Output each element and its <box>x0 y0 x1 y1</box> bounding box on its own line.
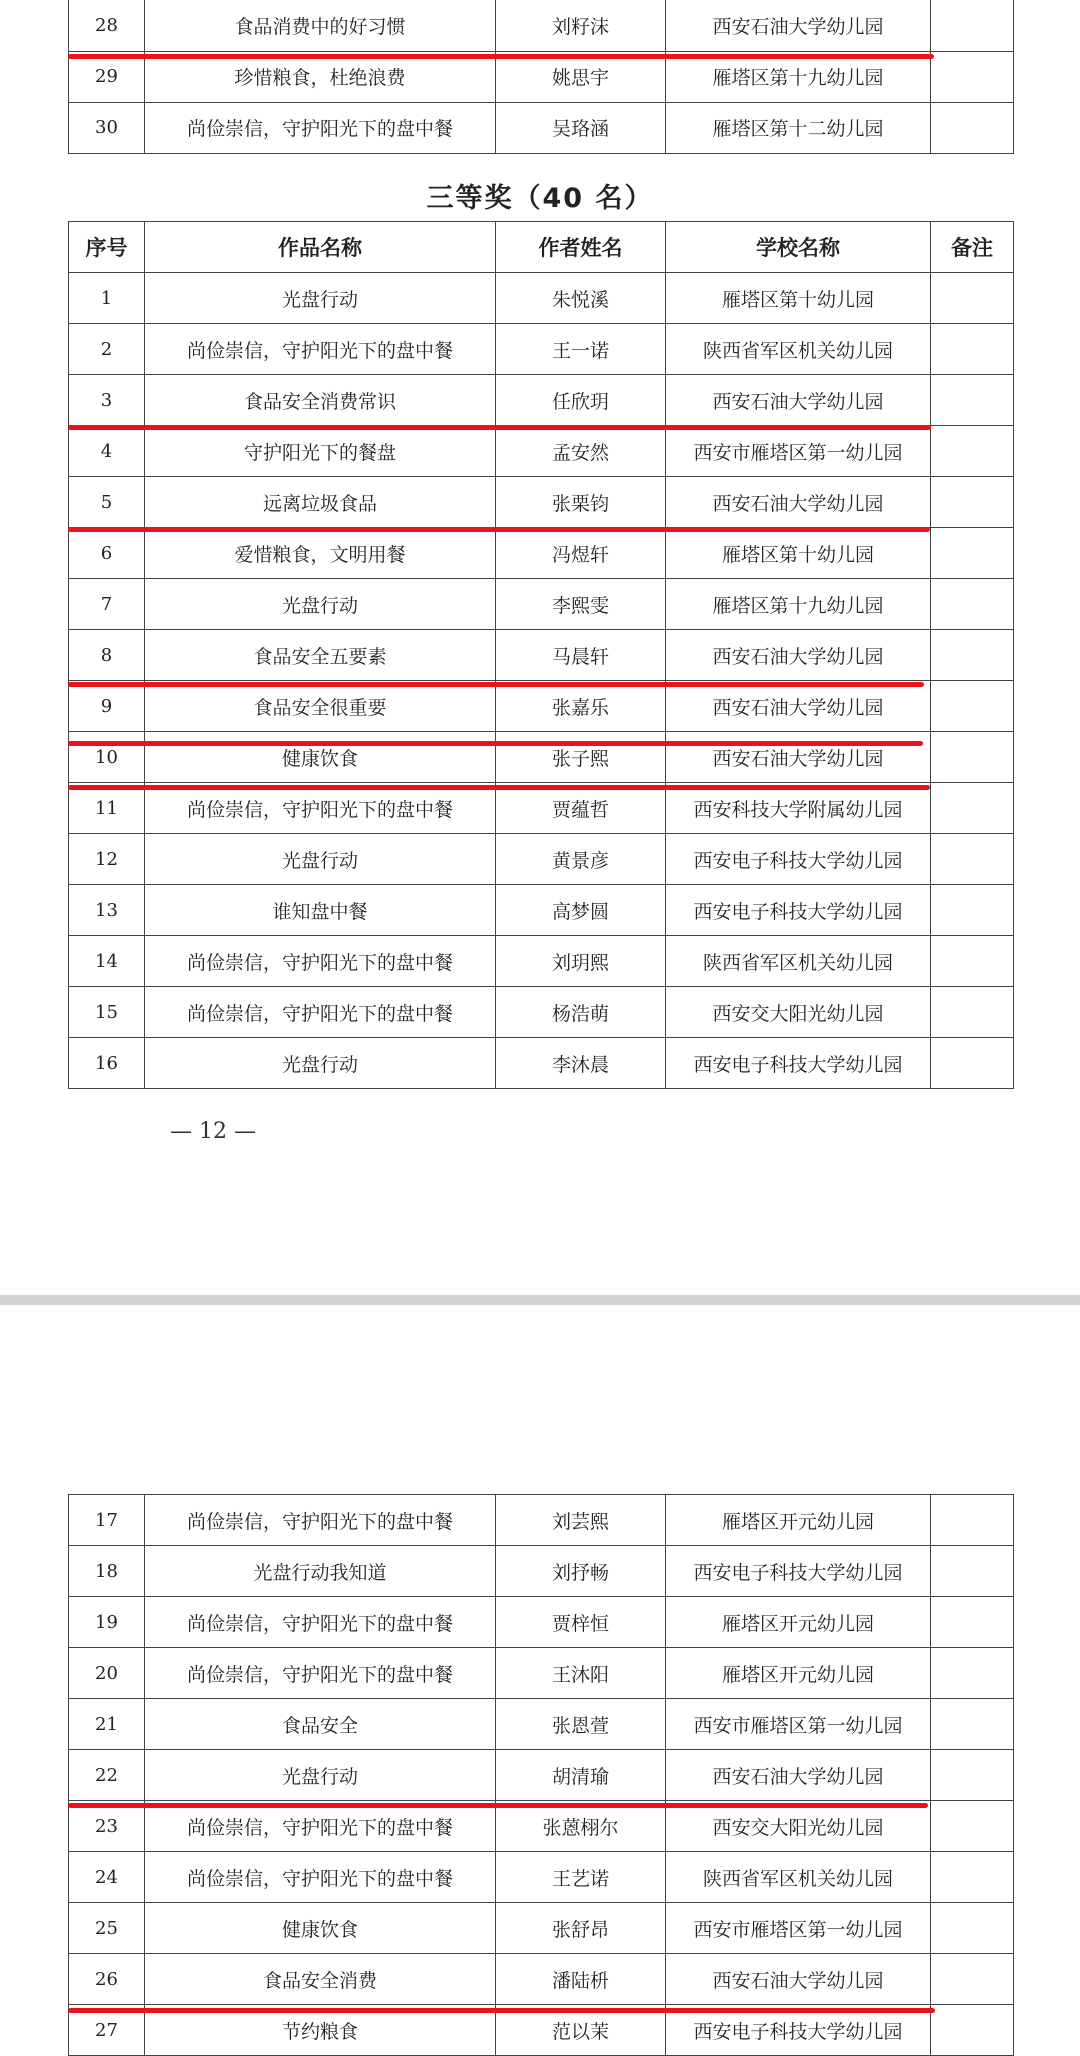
table-row <box>69 1495 1014 1546</box>
cell-school: 西安电子科技大学幼儿园 <box>666 1546 931 1597</box>
header-school: 学校名称 <box>666 222 931 273</box>
table-row <box>69 324 1014 375</box>
cell-title: 尚俭崇信，守护阳光下的盘中餐 <box>145 1597 496 1648</box>
cell-no: 26 <box>69 1954 145 2005</box>
award-table-continued <box>68 0 1014 154</box>
cell-no: 2 <box>69 324 145 375</box>
cell-no: 30 <box>69 102 145 153</box>
cell-remark <box>931 1750 1014 1801</box>
cell-remark <box>931 1038 1014 1089</box>
cell-school: 西安石油大学幼儿园 <box>666 681 931 732</box>
cell-author: 王艺诺 <box>496 1852 666 1903</box>
cell-remark <box>931 834 1014 885</box>
cell-title: 食品消费中的好习惯 <box>145 0 496 51</box>
cell-school: 西安石油大学幼儿园 <box>666 1954 931 2005</box>
cell-no: 15 <box>69 987 145 1038</box>
cell-school: 西安电子科技大学幼儿园 <box>666 1038 931 1089</box>
cell-title: 光盘行动我知道 <box>145 1546 496 1597</box>
cell-school: 雁塔区开元幼儿园 <box>666 1495 931 1546</box>
table-row <box>69 0 1014 51</box>
cell-remark <box>931 1648 1014 1699</box>
cell-no: 12 <box>69 834 145 885</box>
cell-author: 马晨轩 <box>496 630 666 681</box>
cell-title: 尚俭崇信，守护阳光下的盘中餐 <box>145 102 496 153</box>
cell-remark <box>931 1597 1014 1648</box>
table-row <box>69 783 1014 834</box>
highlight-underline <box>68 54 934 59</box>
header-remark: 备注 <box>931 222 1014 273</box>
cell-title: 爱惜粮食，文明用餐 <box>145 528 496 579</box>
cell-school: 陕西省军区机关幼儿园 <box>666 1852 931 1903</box>
table-row <box>69 1597 1014 1648</box>
cell-school: 陕西省军区机关幼儿园 <box>666 324 931 375</box>
cell-author: 张恩萱 <box>496 1699 666 1750</box>
cell-remark <box>931 630 1014 681</box>
cell-school: 西安石油大学幼儿园 <box>666 732 931 783</box>
table-row <box>69 630 1014 681</box>
cell-no: 13 <box>69 885 145 936</box>
table-row <box>69 1801 1014 1852</box>
cell-no: 22 <box>69 1750 145 1801</box>
cell-author: 孟安然 <box>496 426 666 477</box>
cell-author: 张栗钧 <box>496 477 666 528</box>
cell-title: 光盘行动 <box>145 1038 496 1089</box>
cell-author: 黄景彦 <box>496 834 666 885</box>
cell-school: 西安石油大学幼儿园 <box>666 477 931 528</box>
cell-title: 尚俭崇信，守护阳光下的盘中餐 <box>145 783 496 834</box>
cell-remark <box>931 987 1014 1038</box>
cell-no: 18 <box>69 1546 145 1597</box>
cell-title: 珍惜粮食，杜绝浪费 <box>145 51 496 102</box>
cell-school: 西安石油大学幼儿园 <box>666 375 931 426</box>
cell-school: 西安石油大学幼儿园 <box>666 0 931 51</box>
cell-remark <box>931 273 1014 324</box>
table-row <box>69 426 1014 477</box>
cell-school: 雁塔区第十九幼儿园 <box>666 579 931 630</box>
cell-no: 24 <box>69 1852 145 1903</box>
cell-remark <box>931 1852 1014 1903</box>
table-row <box>69 528 1014 579</box>
third-prize-table-continued <box>68 1494 1014 2056</box>
cell-no: 16 <box>69 1038 145 1089</box>
cell-school: 陕西省军区机关幼儿园 <box>666 936 931 987</box>
cell-author: 范以茉 <box>496 2005 666 2056</box>
cell-school: 西安市雁塔区第一幼儿园 <box>666 1903 931 1954</box>
table-row <box>69 732 1014 783</box>
cell-remark <box>931 885 1014 936</box>
cell-title: 光盘行动 <box>145 834 496 885</box>
third-prize-heading: 三等奖（40 名） <box>426 183 654 214</box>
cell-remark <box>931 528 1014 579</box>
cell-author: 张舒昂 <box>496 1903 666 1954</box>
cell-title: 食品安全五要素 <box>145 630 496 681</box>
cell-remark <box>931 102 1014 153</box>
third-prize-table <box>68 221 1014 1089</box>
highlight-underline <box>68 2008 935 2013</box>
cell-no: 3 <box>69 375 145 426</box>
cell-title: 尚俭崇信，守护阳光下的盘中餐 <box>145 1648 496 1699</box>
cell-title: 远离垃圾食品 <box>145 477 496 528</box>
cell-author: 刘抒畅 <box>496 1546 666 1597</box>
cell-no: 17 <box>69 1495 145 1546</box>
table-row <box>69 987 1014 1038</box>
cell-remark <box>931 51 1014 102</box>
cell-school: 西安市雁塔区第一幼儿园 <box>666 1699 931 1750</box>
cell-remark <box>931 1699 1014 1750</box>
cell-no: 27 <box>69 2005 145 2056</box>
cell-remark <box>931 1546 1014 1597</box>
highlight-underline <box>68 1803 928 1808</box>
table-row <box>69 375 1014 426</box>
cell-author: 刘玥熙 <box>496 936 666 987</box>
cell-school: 雁塔区第十二幼儿园 <box>666 102 931 153</box>
cell-no: 11 <box>69 783 145 834</box>
cell-school: 雁塔区开元幼儿园 <box>666 1597 931 1648</box>
cell-remark <box>931 1954 1014 2005</box>
cell-no: 5 <box>69 477 145 528</box>
table-row <box>69 1954 1014 2005</box>
cell-school: 雁塔区第十幼儿园 <box>666 273 931 324</box>
cell-title: 食品安全很重要 <box>145 681 496 732</box>
cell-author: 高梦圆 <box>496 885 666 936</box>
cell-school: 雁塔区第十幼儿园 <box>666 528 931 579</box>
cell-school: 西安石油大学幼儿园 <box>666 1750 931 1801</box>
cell-author: 李熙雯 <box>496 579 666 630</box>
cell-title: 节约粮食 <box>145 2005 496 2056</box>
cell-school: 西安石油大学幼儿园 <box>666 630 931 681</box>
cell-school: 西安电子科技大学幼儿园 <box>666 885 931 936</box>
cell-title: 尚俭崇信，守护阳光下的盘中餐 <box>145 324 496 375</box>
cell-author: 吴珞涵 <box>496 102 666 153</box>
cell-remark <box>931 681 1014 732</box>
table-row <box>69 1750 1014 1801</box>
cell-no: 20 <box>69 1648 145 1699</box>
cell-remark <box>931 579 1014 630</box>
table-row <box>69 1038 1014 1089</box>
cell-no: 1 <box>69 273 145 324</box>
cell-remark <box>931 477 1014 528</box>
cell-remark <box>931 0 1014 51</box>
table-row <box>69 579 1014 630</box>
cell-title: 健康饮食 <box>145 732 496 783</box>
highlight-underline <box>68 527 930 532</box>
header-title: 作品名称 <box>145 222 496 273</box>
cell-title: 食品安全消费常识 <box>145 375 496 426</box>
table-row <box>69 1852 1014 1903</box>
page-number: — 12 — <box>170 1119 256 1144</box>
table-row <box>69 681 1014 732</box>
cell-title: 光盘行动 <box>145 1750 496 1801</box>
cell-school: 西安科技大学附属幼儿园 <box>666 783 931 834</box>
highlight-underline <box>68 425 931 430</box>
table-row <box>69 273 1014 324</box>
highlight-underline <box>68 682 924 687</box>
cell-author: 张嘉乐 <box>496 681 666 732</box>
cell-title: 光盘行动 <box>145 579 496 630</box>
cell-author: 任欣玥 <box>496 375 666 426</box>
highlight-underline <box>68 741 923 746</box>
cell-school: 雁塔区开元幼儿园 <box>666 1648 931 1699</box>
cell-no: 14 <box>69 936 145 987</box>
cell-title: 健康饮食 <box>145 1903 496 1954</box>
cell-title: 尚俭崇信，守护阳光下的盘中餐 <box>145 1801 496 1852</box>
cell-author: 张子熙 <box>496 732 666 783</box>
cell-no: 6 <box>69 528 145 579</box>
cell-title: 尚俭崇信，守护阳光下的盘中餐 <box>145 987 496 1038</box>
cell-remark <box>931 732 1014 783</box>
cell-no: 28 <box>69 0 145 51</box>
cell-author: 冯煜轩 <box>496 528 666 579</box>
cell-title: 守护阳光下的餐盘 <box>145 426 496 477</box>
cell-no: 10 <box>69 732 145 783</box>
cell-title: 尚俭崇信，守护阳光下的盘中餐 <box>145 1852 496 1903</box>
cell-school: 西安电子科技大学幼儿园 <box>666 834 931 885</box>
cell-author: 王一诺 <box>496 324 666 375</box>
cell-author: 贾蕴哲 <box>496 783 666 834</box>
cell-author: 姚思宇 <box>496 51 666 102</box>
cell-no: 4 <box>69 426 145 477</box>
cell-no: 7 <box>69 579 145 630</box>
cell-school: 西安交大阳光幼儿园 <box>666 987 931 1038</box>
cell-title: 尚俭崇信，守护阳光下的盘中餐 <box>145 1495 496 1546</box>
cell-remark <box>931 2005 1014 2056</box>
cell-school: 西安市雁塔区第一幼儿园 <box>666 426 931 477</box>
cell-author: 潘陆枡 <box>496 1954 666 2005</box>
cell-no: 25 <box>69 1903 145 1954</box>
cell-author: 胡清瑜 <box>496 1750 666 1801</box>
table-header-row <box>69 222 1014 273</box>
table-row <box>69 1546 1014 1597</box>
cell-remark <box>931 324 1014 375</box>
table-row <box>69 1903 1014 1954</box>
table-row <box>69 936 1014 987</box>
table-row <box>69 1699 1014 1750</box>
highlight-underline <box>68 785 930 790</box>
table-row <box>69 477 1014 528</box>
cell-author: 朱悦溪 <box>496 273 666 324</box>
header-no: 序号 <box>69 222 145 273</box>
cell-no: 9 <box>69 681 145 732</box>
cell-no: 29 <box>69 51 145 102</box>
cell-remark <box>931 1903 1014 1954</box>
cell-author: 王沐阳 <box>496 1648 666 1699</box>
cell-remark <box>931 783 1014 834</box>
cell-author: 刘芸熙 <box>496 1495 666 1546</box>
table-row <box>69 1648 1014 1699</box>
table-row <box>69 834 1014 885</box>
cell-title: 谁知盘中餐 <box>145 885 496 936</box>
cell-author: 李沐晨 <box>496 1038 666 1089</box>
cell-title: 尚俭崇信，守护阳光下的盘中餐 <box>145 936 496 987</box>
cell-no: 23 <box>69 1801 145 1852</box>
page-divider <box>0 1295 1080 1305</box>
cell-no: 21 <box>69 1699 145 1750</box>
cell-remark <box>931 1495 1014 1546</box>
cell-remark <box>931 375 1014 426</box>
header-author: 作者姓名 <box>496 222 666 273</box>
cell-no: 19 <box>69 1597 145 1648</box>
cell-title: 食品安全 <box>145 1699 496 1750</box>
cell-author: 张蒽栩尔 <box>496 1801 666 1852</box>
cell-no: 8 <box>69 630 145 681</box>
cell-author: 刘籽沫 <box>496 0 666 51</box>
cell-author: 贾梓恒 <box>496 1597 666 1648</box>
cell-school: 雁塔区第十九幼儿园 <box>666 51 931 102</box>
cell-remark <box>931 426 1014 477</box>
cell-title: 食品安全消费 <box>145 1954 496 2005</box>
table-row <box>69 102 1014 153</box>
cell-school: 西安电子科技大学幼儿园 <box>666 2005 931 2056</box>
cell-remark <box>931 936 1014 987</box>
cell-title: 光盘行动 <box>145 273 496 324</box>
cell-remark <box>931 1801 1014 1852</box>
table-row <box>69 885 1014 936</box>
cell-school: 西安交大阳光幼儿园 <box>666 1801 931 1852</box>
cell-author: 杨浩萌 <box>496 987 666 1038</box>
